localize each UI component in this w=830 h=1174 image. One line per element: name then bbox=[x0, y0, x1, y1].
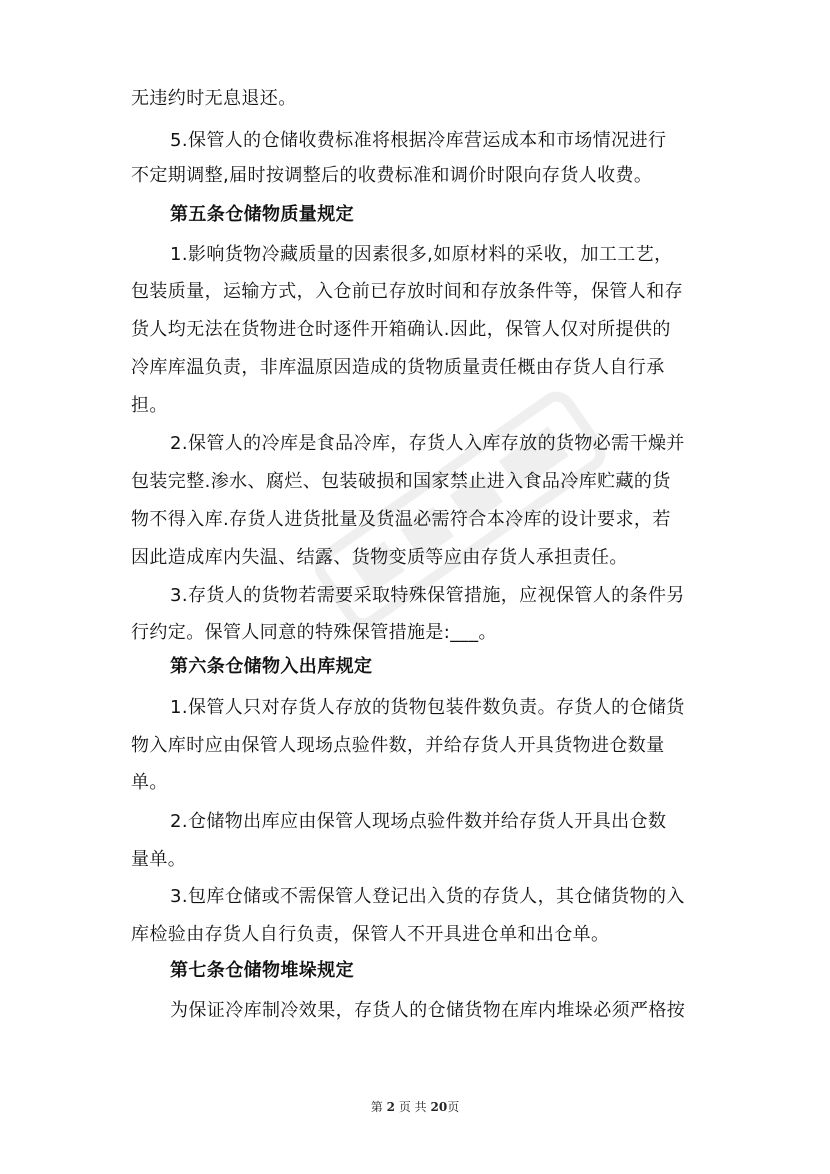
paragraph-line: 单。 bbox=[131, 772, 168, 793]
paragraph-line: 冷库库温负责，非库温原因造成的货物质量责任概由存货人自行承 bbox=[131, 357, 665, 378]
paragraph-line: 5.保管人的仓储收费标准将根据冷库营运成本和市场情况进行 bbox=[170, 130, 667, 151]
section-heading: 第五条仓储物质量规定 bbox=[170, 204, 354, 225]
paragraph-line: 1.影响货物冷藏质量的因素很多,如原材料的采收，加工工艺， bbox=[170, 244, 673, 265]
paragraph-line: 无违约时无息退还。 bbox=[131, 88, 297, 109]
paragraph-line: 1.保管人只对存货人存放的货物包装件数负责。存货人的仓储货 bbox=[170, 697, 685, 718]
section-heading: 第六条仓储物入出库规定 bbox=[170, 656, 373, 677]
paragraph-line: 2.仓储物出库应由保管人现场点验件数并给存货人开具出仓数 bbox=[170, 811, 667, 832]
paragraph-line: 不定期调整,届时按调整后的收费标准和调价时限向存货人收费。 bbox=[131, 165, 653, 186]
paragraph-line: 包装质量，运输方式，入仓前已存放时间和存放条件等，保管人和存 bbox=[131, 281, 683, 302]
paragraph-line: 为保证冷库制冷效果，存货人的仓储货物在库内堆垛必须严格按 bbox=[170, 1000, 686, 1021]
footer-suffix: 页 bbox=[447, 1100, 460, 1114]
paragraph-line: 物入库时应由保管人现场点验件数，并给存货人开具货物进仓数量 bbox=[131, 735, 665, 756]
paragraph-line: 物不得入库.存货人进货批量及货温必需符合本冷库的设计要求，若 bbox=[131, 509, 671, 530]
page-footer bbox=[0, 1098, 830, 1115]
footer-total-pages: 20 bbox=[430, 1100, 448, 1114]
paragraph-line: 因此造成库内失温、结露、货物变质等应由存货人承担责任。 bbox=[131, 547, 628, 568]
footer-page-number: 2 bbox=[386, 1100, 395, 1114]
paragraph-line: 2.保管人的冷库是食品冷库，存货人入库存放的货物必需干燥并 bbox=[170, 433, 685, 454]
paragraph-line: 包装完整.渗水、腐烂、包装破损和国家禁止进入食品冷库贮藏的货 bbox=[131, 471, 671, 492]
paragraph-line: 行约定。保管人同意的特殊保管措施是:___。 bbox=[131, 622, 497, 643]
footer-middle: 页 共 bbox=[398, 1100, 427, 1114]
paragraph-line: 3.包库仓储或不需保管人登记出入货的存货人，其仓储货物的入 bbox=[170, 886, 685, 907]
section-heading: 第七条仓储物堆垛规定 bbox=[170, 960, 354, 981]
paragraph-line: 库检验由存货人自行负责，保管人不开具进仓单和出仓单。 bbox=[131, 924, 610, 945]
footer-prefix: 第 bbox=[370, 1100, 383, 1114]
paragraph-line: 货人均无法在货物进仓时逐件开箱确认.因此，保管人仅对所提供的 bbox=[131, 319, 671, 340]
paragraph-line: 3.存货人的货物若需要采取特殊保管措施，应视保管人的条件另 bbox=[170, 585, 685, 606]
paragraph-line: 担。 bbox=[131, 395, 168, 416]
paragraph-line: 量单。 bbox=[131, 849, 187, 870]
